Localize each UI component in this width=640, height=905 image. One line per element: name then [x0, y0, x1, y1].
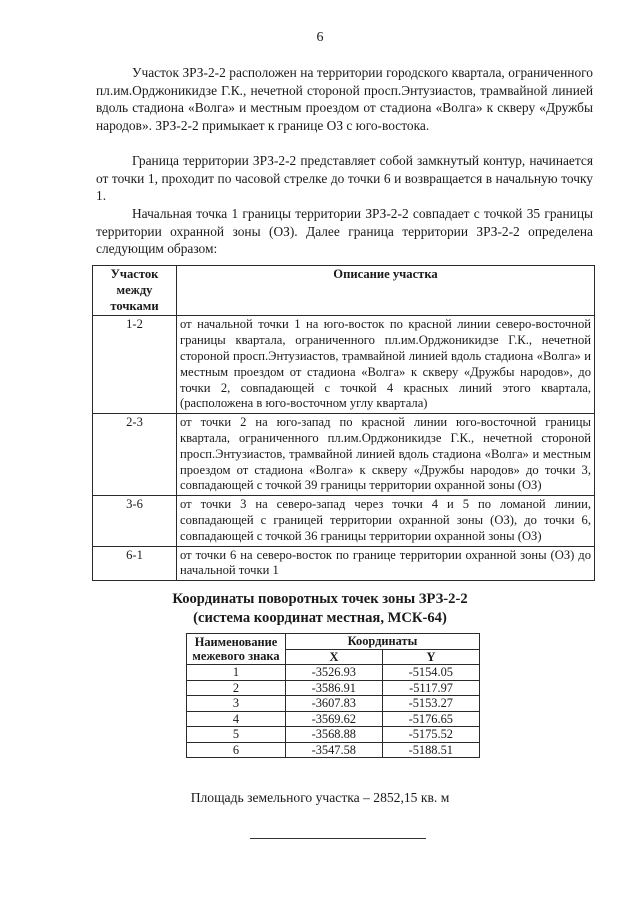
x-value: -3568.88 [286, 727, 383, 743]
table-row [187, 742, 480, 758]
y-value: -5117.97 [383, 680, 480, 696]
x-value: -3586.91 [286, 680, 383, 696]
point-number: 2 [187, 680, 286, 696]
table-row [187, 665, 480, 681]
point-number: 5 [187, 727, 286, 743]
marker-name-header: Наименование межевого знака [187, 634, 286, 665]
table-row [187, 711, 480, 727]
table-row [93, 546, 595, 581]
segment-cell: 6-1 [93, 546, 177, 581]
coordinates-title [0, 590, 640, 628]
y-value: -5153.27 [383, 696, 480, 712]
paragraph-location: Участок ЗРЗ-2-2 расположен на территории городского квартала, ограниченного пл.им.Орджоникидзе Г.К., нечетной стороной просп.Энтузиастов, трамвайной линией вдоль стадиона «Волга» и местным проездом от стадиона «Волга» к скверу «Дружбы народов». ЗРЗ-2-2 примыкает к границе ОЗ с юго-востока. [96, 65, 593, 133]
description-column-header: Описание участка [177, 266, 595, 316]
land-area: Площадь земельного участка – 2852,15 кв. м [190, 790, 450, 805]
table-row [187, 696, 480, 712]
table-row [187, 727, 480, 743]
table-row [93, 414, 595, 496]
segments-header-row [93, 266, 595, 316]
segment-cell: 3-6 [93, 496, 177, 546]
coordinates-table [186, 633, 480, 758]
point-number: 6 [187, 742, 286, 758]
y-header: Y [383, 649, 480, 665]
x-value: -3569.62 [286, 711, 383, 727]
coordinates-title-line1: Координаты поворотных точек зоны ЗРЗ-2-2 [172, 591, 468, 607]
x-value: -3547.58 [286, 742, 383, 758]
y-value: -5175.52 [383, 727, 480, 743]
coordinates-header: Координаты [286, 634, 480, 650]
segment-cell: 2-3 [93, 414, 177, 496]
coordinates-header-row [187, 634, 480, 650]
point-number: 4 [187, 711, 286, 727]
point-number: 3 [187, 696, 286, 712]
segment-cell: 1-2 [93, 316, 177, 414]
y-value: -5188.51 [383, 742, 480, 758]
table-row [187, 680, 480, 696]
page-number: 6 [316, 30, 324, 45]
table-row [93, 316, 595, 414]
description-cell: от точки 3 на северо-запад через точки 4 и 5 по ломаной линии, совпадающей с границей территории охранной зоны (ОЗ), до точки 6, совпадающей с точкой 36 границы территории охранной зоны (ОЗ) [177, 496, 595, 546]
coordinates-title-line2: (система координат местная, МСК-64) [193, 610, 447, 626]
description-cell: от точки 2 на юго-запад по красной линии юго-восточной границы квартала, ограниченного пл.им.Орджоникидзе Г.К., нечетной стороной просп.Энтузиастов, трамвайной линией вдоль стадиона «Волга» и местным проездом от стадиона «Волга» к скверу «Дружбы народов» до точки 3, совпадающей с точкой 39 границы территории охранной зоны (ОЗ) [177, 414, 595, 496]
table-row [93, 496, 595, 546]
y-value: -5176.65 [383, 711, 480, 727]
segments-table [92, 265, 595, 581]
divider [250, 838, 426, 839]
description-cell: от начальной точки 1 на юго-восток по красной линии северо-восточной границы квартала, ограниченного пл.им.Орджоникидзе Г.К., нечетной стороной просп.Энтузиастов, трамвайной линией вдоль стадиона «Волга» и местным проездом от стадиона «Волга» к скверу «Дружбы народов», до точки 2, совпадающей с точкой 4 красных линий этого квартала, (расположена в юго-восточном углу квартала) [177, 316, 595, 414]
x-value: -3526.93 [286, 665, 383, 681]
x-value: -3607.83 [286, 696, 383, 712]
segment-column-header: Участок между точками [93, 266, 177, 316]
description-cell: от точки 6 на северо-восток по границе территории охранной зоны (ОЗ) до начальной точки 1 [177, 546, 595, 581]
paragraph-boundary: Граница территории ЗРЗ-2-2 представляет собой замкнутый контур, начинается от точки 1, проходит по часовой стрелке до точки 6 и возвращается в начальную точку 1. [96, 153, 593, 204]
point-number: 1 [187, 665, 286, 681]
x-header: X [286, 649, 383, 665]
paragraph-start-point: Начальная точка 1 границы территории ЗРЗ-2-2 совпадает с точкой 35 границы территории охранной зоны (ОЗ). Далее граница территории ЗРЗ-2-2 определена следующим образом: [96, 206, 593, 257]
y-value: -5154.05 [383, 665, 480, 681]
